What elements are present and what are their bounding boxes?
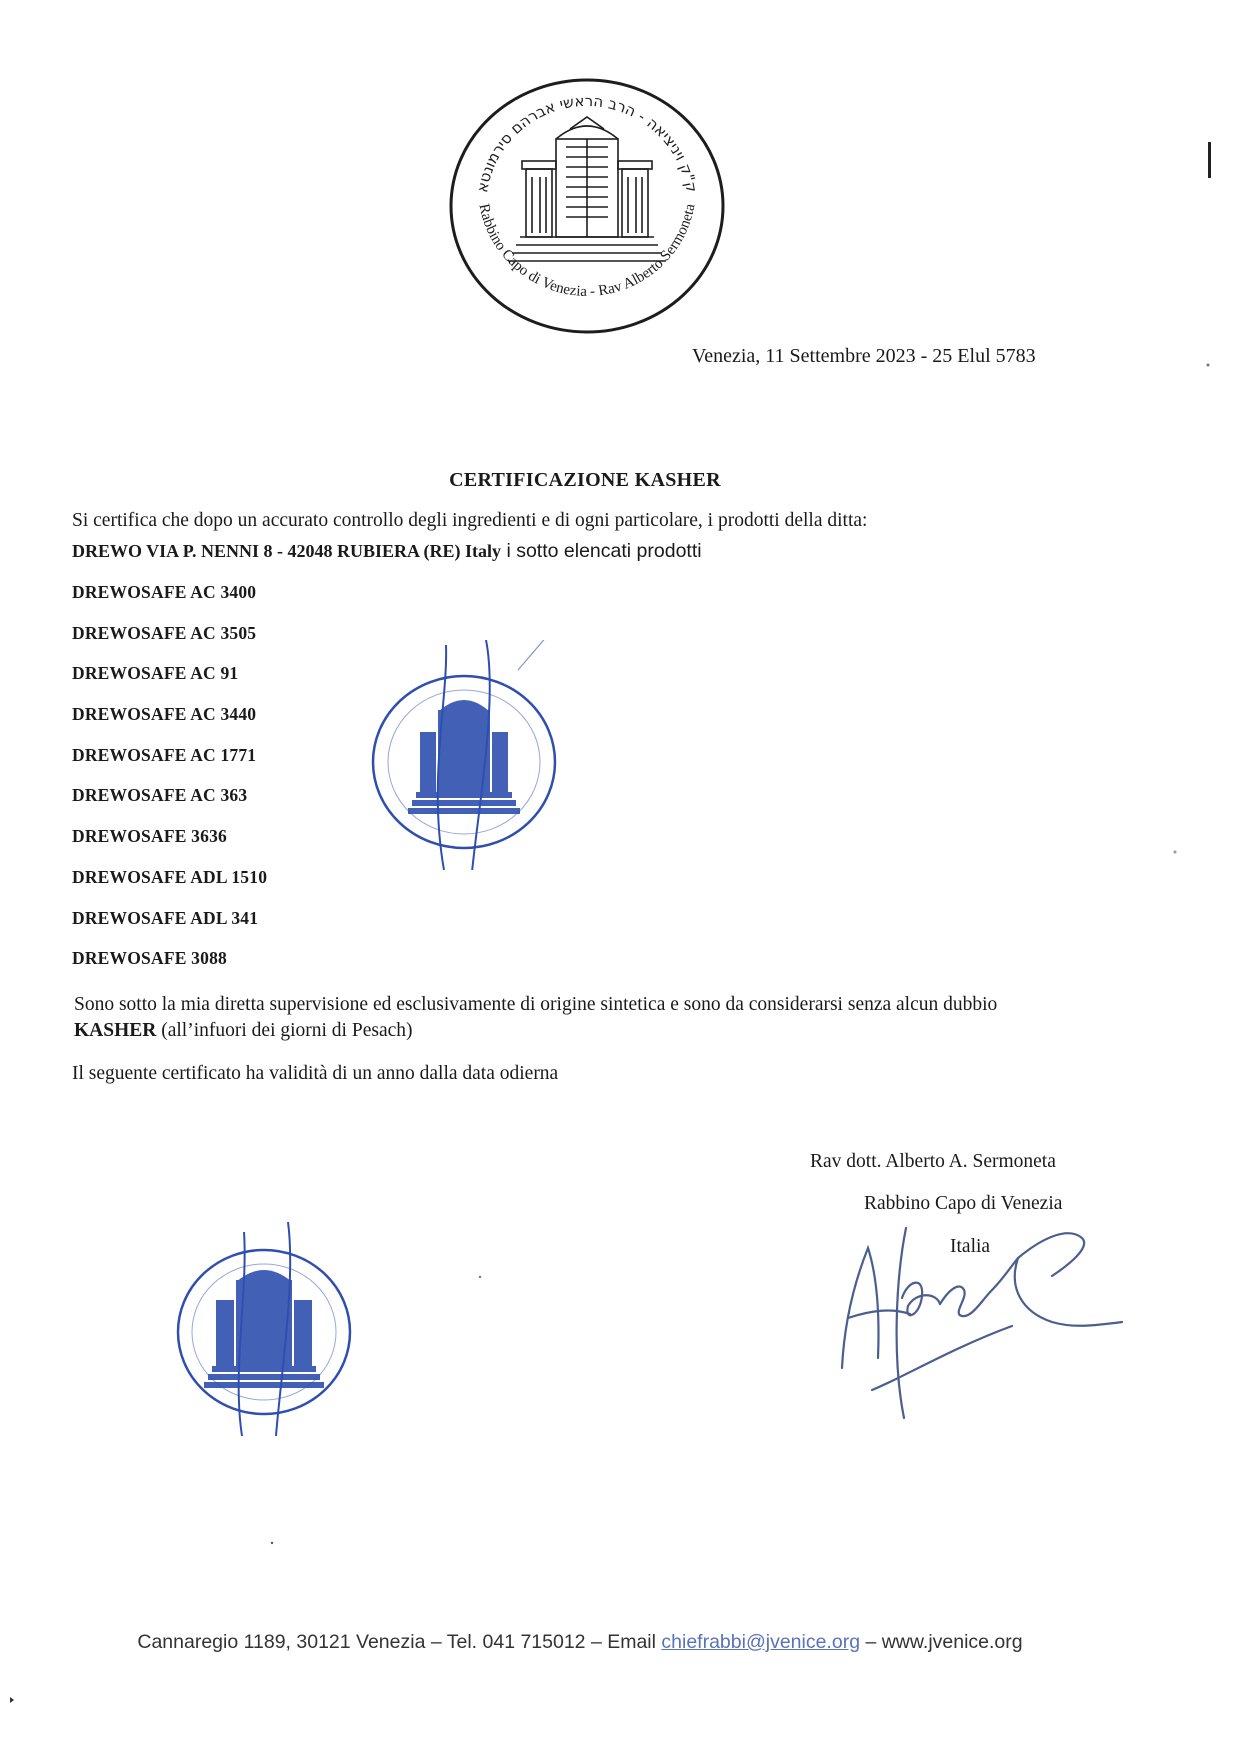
product-item: DREWOSAFE ADL 1510 (72, 866, 268, 887)
product-item: DREWOSAFE AC 363 (72, 785, 248, 806)
footer-address: Cannaregio 1189, 30121 Venezia – Tel. 041 715012 – Email (137, 1631, 662, 1653)
date-line: Venezia, 11 Settembre 2023 - 25 Elul 5783 (692, 345, 1036, 367)
validity-statement: Il seguente certificato ha validità di un anno dalla data odierna (72, 1063, 559, 1084)
supervision-text-before: Sono sotto la mia diretta supervisione ed esclusivamente di origine sintetica e sono da considerarsi senza alcun dubbio (74, 994, 998, 1015)
intro-paragraph: Si certifica che dopo un accurato controllo degli ingredienti e di ogni particolare, i prodotti della ditta: (72, 510, 868, 531)
company-name: DREWO VIA P. NENNI 8 - 42048 RUBIERA (RE) Italy (72, 541, 502, 561)
supervision-paragraph (74, 992, 1074, 1044)
signer-country: Italia (950, 1236, 991, 1257)
rabbinate-stamp-middle (368, 640, 568, 870)
synagogue-ark-icon (408, 700, 520, 814)
seal-hebrew-text: ק"ק ויניציאה - הרב הראשי אברהם סירמונטא (473, 91, 701, 194)
kasher-word: KASHER (74, 1020, 157, 1041)
document-title: CERTIFICAZIONE KASHER (449, 469, 721, 491)
rabbinate-stamp-bottom (172, 1222, 362, 1437)
signer-name: Rav dott. Alberto A. Sermoneta (810, 1151, 1056, 1172)
letterhead-seal (448, 77, 726, 335)
product-item: DREWOSAFE AC 3400 (72, 582, 257, 602)
product-item: DREWOSAFE AC 3440 (72, 704, 257, 725)
product-list (72, 582, 267, 989)
seal-latin-text: Rabbino Capo di Venezia - Rav Alberto Sermoneta (475, 202, 699, 301)
synagogue-ark-icon (204, 1270, 324, 1388)
synagogue-ark-icon (508, 117, 666, 261)
handwritten-signature (832, 1218, 1132, 1433)
footer-email-link[interactable]: chiefrabbi@jvenice.org (661, 1631, 861, 1653)
footer-website: – www.jvenice.org (860, 1631, 1023, 1653)
supervision-text-after: (all’infuori dei giorni di Pesach) (156, 1020, 413, 1041)
product-item: DREWOSAFE AC 91 (72, 663, 239, 684)
company-line (72, 540, 702, 563)
product-item: DREWOSAFE 3088 (72, 948, 227, 969)
signer-role: Rabbino Capo di Venezia (864, 1193, 1063, 1214)
company-line-tail: i sotto elencati prodotti (501, 540, 702, 562)
product-item: DREWOSAFE AC 3505 (72, 622, 257, 643)
product-item: DREWOSAFE AC 1771 (72, 744, 257, 765)
product-item: DREWOSAFE ADL 341 (72, 907, 259, 928)
product-item: DREWOSAFE 3636 (72, 826, 227, 847)
footer-contact (0, 1631, 1160, 1654)
